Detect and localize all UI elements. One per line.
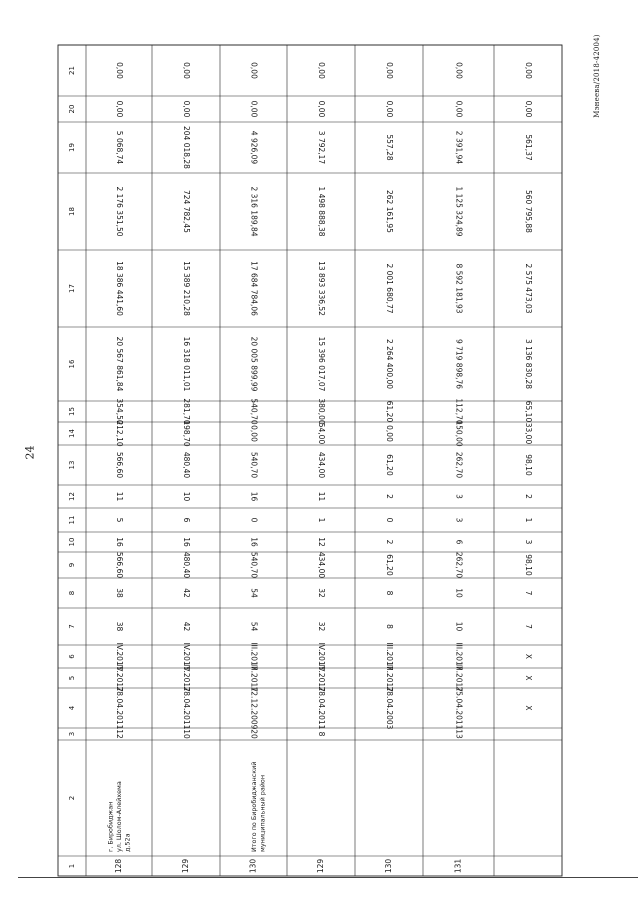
table-cell: 0,00 <box>317 100 326 118</box>
table-cell: 10 <box>182 491 191 502</box>
column-header: 11 <box>68 515 76 525</box>
table-cell: 2 176 351,50 <box>115 186 124 237</box>
table-cell: 61,20 <box>385 400 394 423</box>
table-cell: 38 <box>115 621 124 632</box>
table-cell: 38 <box>115 588 124 598</box>
address-line: г. Биробиджан <box>106 801 115 852</box>
table-cell: 354,50 <box>115 398 124 425</box>
table-cell: 11 <box>317 491 326 502</box>
table-cell: 98,10 <box>524 454 533 476</box>
table-cell: 1 498 888,38 <box>317 186 326 237</box>
table-cell: 18 386 441,60 <box>115 261 124 316</box>
table-cell: 2 316 189,84 <box>249 186 259 237</box>
table-cell: 13 <box>454 729 464 739</box>
table-cell: III.2017 <box>385 663 394 693</box>
table-cell: 2 <box>385 539 394 545</box>
table-cell: 262 161,95 <box>385 190 394 233</box>
table-cell: 566,60 <box>115 451 124 479</box>
table-cell: 561,37 <box>524 134 533 161</box>
table-cell: 61,20 <box>385 554 394 576</box>
table-cell: 0 <box>385 517 394 523</box>
table-cell: 12.12.2009 <box>249 686 259 730</box>
address-cell <box>107 781 132 852</box>
bottom-rule <box>18 877 638 878</box>
table-cell: 8 <box>385 624 394 629</box>
table-cell: 0,00 <box>385 425 394 442</box>
table-cell: IV.2017 <box>115 664 124 692</box>
column-header: 18 <box>68 207 76 216</box>
table-cell: 98,10 <box>524 554 533 576</box>
address-line: муниципальный район <box>258 774 267 852</box>
table-cell: 32 <box>317 621 326 632</box>
column-header: 4 <box>68 705 76 711</box>
table-cell: 1 125 324,89 <box>454 186 464 237</box>
table-cell: 28.04.2011 <box>182 686 191 730</box>
table-cell: 0,00 <box>385 62 394 79</box>
table-cell: IV.2017 <box>317 664 326 692</box>
table-cell: 54 <box>249 588 259 598</box>
table-cell: 557,28 <box>385 134 394 161</box>
table-cell: 61,20 <box>385 454 394 476</box>
table-cell: IV.2017 <box>115 642 124 671</box>
table-cell: X <box>524 675 533 681</box>
table-cell: 20 <box>249 729 259 739</box>
table-cell: 5 <box>115 517 124 523</box>
table-cell: 0,00 <box>249 100 259 118</box>
table-cell: 9 719 898,76 <box>454 338 464 390</box>
table-cell: III.2017 <box>385 642 394 671</box>
table-cell: 380,00 <box>317 398 326 425</box>
table-cell: III.2017 <box>454 642 464 671</box>
column-header: 12 <box>68 492 76 501</box>
column-header: 16 <box>68 359 76 369</box>
table-cell: 3 <box>454 517 464 523</box>
table-cell: 566,60 <box>115 551 124 579</box>
table-cell: 128 <box>114 858 123 874</box>
table-cell: 16 <box>115 537 124 547</box>
table-cell: 6 <box>182 517 191 523</box>
table-cell: 2 391,94 <box>454 130 464 165</box>
table-cell: 6 <box>454 539 464 545</box>
table-cell: 54 <box>249 621 259 632</box>
column-header: 9 <box>68 562 76 568</box>
table-cell: 42 <box>182 621 191 632</box>
table-cell: 0,00 <box>182 62 191 79</box>
table-cell: 15 389 210,28 <box>182 261 191 316</box>
table-cell: 0,00 <box>317 62 326 79</box>
table-cell: 28.04.2011 <box>115 686 124 730</box>
table-cell: 10 <box>454 621 464 632</box>
table-cell: 0 <box>249 517 259 523</box>
table-cell: IV.2017 <box>182 664 191 692</box>
column-header: 7 <box>68 624 76 629</box>
table-cell: 2 <box>385 494 394 499</box>
table-cell: 204 018,28 <box>182 126 191 169</box>
table-cell: 20 567 861,84 <box>115 336 124 392</box>
column-header: 10 <box>68 537 76 547</box>
column-header: 21 <box>68 66 76 75</box>
table-cell: 198,70 <box>182 420 191 447</box>
table-cell: 1 <box>317 517 326 523</box>
table-cell: 20 005 899,99 <box>249 336 259 392</box>
table-cell: 434,00 <box>317 451 326 479</box>
column-header: 14 <box>68 429 76 438</box>
column-header: 13 <box>68 460 76 470</box>
table-cell: 0,00 <box>249 62 259 79</box>
table-cell: IV.2017 <box>317 642 326 671</box>
table-cell: X <box>524 705 533 711</box>
table-cell: 42 <box>182 588 191 598</box>
table-cell: 16 <box>249 491 259 502</box>
table-cell: 0,00 <box>524 100 533 118</box>
table-cell: 0,00 <box>182 100 191 118</box>
table-cell: 10 <box>454 588 464 598</box>
table-cell: 28.04.2011 <box>317 686 326 730</box>
table-cell: 8 592 181,93 <box>454 263 464 314</box>
table-cell: 54,00 <box>317 422 326 445</box>
address-line: Итого по Биробиджанский <box>249 761 258 852</box>
table-cell: 5 068,74 <box>115 130 124 165</box>
table-cell: 131 <box>453 858 463 874</box>
table-cell: 7 <box>524 590 533 596</box>
column-header: 17 <box>68 284 76 293</box>
table-cell: 540,70 <box>249 398 259 425</box>
side-note-text: Мэнеева/2018-42004) <box>593 34 601 118</box>
column-header: 19 <box>68 143 76 152</box>
column-header: 20 <box>68 104 76 114</box>
column-header: 3 <box>68 731 76 737</box>
table-cell: 8 <box>317 731 326 737</box>
column-header: 8 <box>68 590 76 596</box>
table-cell: 281,70 <box>182 398 191 425</box>
table-cell: 0,00 <box>524 62 533 79</box>
table-cell: 724 782,45 <box>182 190 191 233</box>
table-cell: 10 <box>182 729 191 739</box>
table-cell: 16 <box>249 537 259 547</box>
table-cell: 0,00 <box>115 100 124 118</box>
table-cell: 32 <box>317 588 326 598</box>
table-cell: 129 <box>181 858 190 874</box>
table-cell: 0,00 <box>249 425 259 442</box>
table-cell: 12 <box>115 729 124 739</box>
table-cell: 112,70 <box>454 398 464 425</box>
table-cell: 2 264 400,00 <box>385 338 394 390</box>
table-cell: 3 <box>454 494 464 499</box>
table-cell: 2 001 680,77 <box>385 263 394 314</box>
table-cell: X <box>524 653 533 660</box>
table-cell: 0,00 <box>385 100 394 118</box>
table-cell: 12 <box>317 537 326 547</box>
table-cell: 0,00 <box>454 100 464 118</box>
address-line: д.52а <box>123 833 132 852</box>
table-cell: 540,70 <box>249 451 259 479</box>
column-header: 2 <box>68 795 76 801</box>
table-cell: 17 684 784,06 <box>249 261 259 316</box>
table-cell: 7 <box>524 624 533 629</box>
column-header: 5 <box>68 675 76 681</box>
table-border <box>58 45 562 876</box>
table-cell: 150,00 <box>454 420 464 447</box>
table-cell: III.2017 <box>249 642 259 671</box>
table-cell: 480,40 <box>182 451 191 479</box>
table-cell: 15 396 017,07 <box>317 336 326 392</box>
table-cell: 262,70 <box>454 451 464 479</box>
table-cell: 480,40 <box>182 551 191 579</box>
table-cell: 16 318 011,01 <box>182 336 191 392</box>
table-cell: 8 <box>385 590 394 596</box>
table-cell: 3 792,17 <box>317 130 326 165</box>
table-cell: 0,00 <box>115 62 124 79</box>
table-cell: 434,00 <box>317 551 326 579</box>
address-cell <box>250 762 267 852</box>
table-cell: 25.04.2011 <box>454 686 464 730</box>
table-cell: III.2017 <box>249 663 259 693</box>
table-cell: IV.2017 <box>182 642 191 671</box>
table-cell: 11 <box>115 491 124 502</box>
table-cell: 3 136 830,28 <box>524 338 533 390</box>
table-cell: 3 <box>524 539 533 545</box>
table-cell: 16 <box>182 537 191 547</box>
table-cell: 2 575 473,03 <box>524 263 533 314</box>
table-cell: 129 <box>316 858 325 874</box>
table-cell: 560 795,88 <box>524 190 533 233</box>
table-cell: 28.04.2003 <box>385 686 394 730</box>
column-header: 15 <box>68 407 76 416</box>
table-cell: 4 926,09 <box>249 130 259 165</box>
table-cell: 1 <box>524 517 533 523</box>
page-number: 24 <box>23 445 37 460</box>
address-line: ул. Шолом-Алейхема <box>115 781 123 852</box>
column-header: 6 <box>68 654 76 659</box>
table-cell: 2 <box>524 494 533 499</box>
table-cell: 130 <box>384 858 393 874</box>
table-cell: 33,00 <box>524 422 533 445</box>
table-cell: III.2017 <box>454 663 464 693</box>
table-cell: 130 <box>248 858 258 874</box>
table-cell: 540,70 <box>249 551 259 579</box>
table-cell: 13 893 336,52 <box>317 261 326 316</box>
table-cell: 65,10 <box>524 400 533 423</box>
table-cell: 0,00 <box>454 62 464 79</box>
column-header: 1 <box>68 863 76 869</box>
table-cell: 262,70 <box>454 551 464 579</box>
table-cell: 212,10 <box>115 420 124 447</box>
